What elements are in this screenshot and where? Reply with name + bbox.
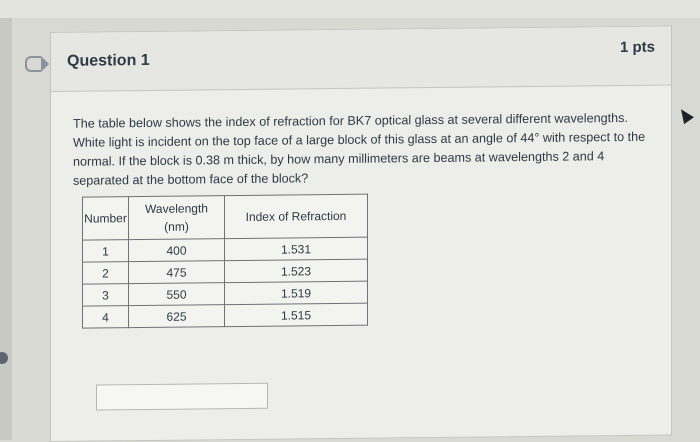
cell-index: 1.531 [225,237,368,260]
question-text: The table below shows the index of refraction for BK7 optical glass at several different wavelengths. White light is incident on the top face of a large block of this glass at an angle of 44° with respect to the normal. If the block is 0.38 m thick, by how many millimeters are beams at wavelengths 2 and 4 separated at the bottom face of the block? [73,110,646,188]
table-row [83,237,368,262]
left-gutter [0,18,12,440]
notification-dot [0,352,8,364]
flag-question-icon[interactable] [25,56,41,72]
question-points: 1 pts [619,38,655,57]
answer-input[interactable] [96,383,268,411]
cell-number: 2 [83,262,129,284]
cell-number: 1 [83,240,129,262]
cell-number: 3 [83,284,129,306]
cell-index: 1.519 [225,281,368,304]
question-header [51,26,671,91]
question-card [50,25,672,442]
cell-index: 1.523 [225,259,368,282]
table-row [83,303,368,328]
col-wavelength-label: Wavelength (nm) [145,201,208,234]
cell-wavelength: 625 [129,305,225,328]
table-row [83,259,368,284]
question-title: Question 1 [67,51,150,70]
table-header-row [83,194,368,240]
col-index-header: Index of Refraction [225,194,368,238]
top-strip [0,0,700,18]
refraction-table [82,194,368,329]
col-wavelength-header [129,196,225,240]
cell-number: 4 [83,306,129,328]
cell-index: 1.515 [225,303,368,326]
cell-wavelength: 400 [129,239,225,262]
col-number-header: Number [83,197,129,240]
cell-wavelength: 475 [129,261,225,284]
mouse-cursor-icon [676,106,694,124]
table-row [83,281,368,306]
cell-wavelength: 550 [129,283,225,306]
